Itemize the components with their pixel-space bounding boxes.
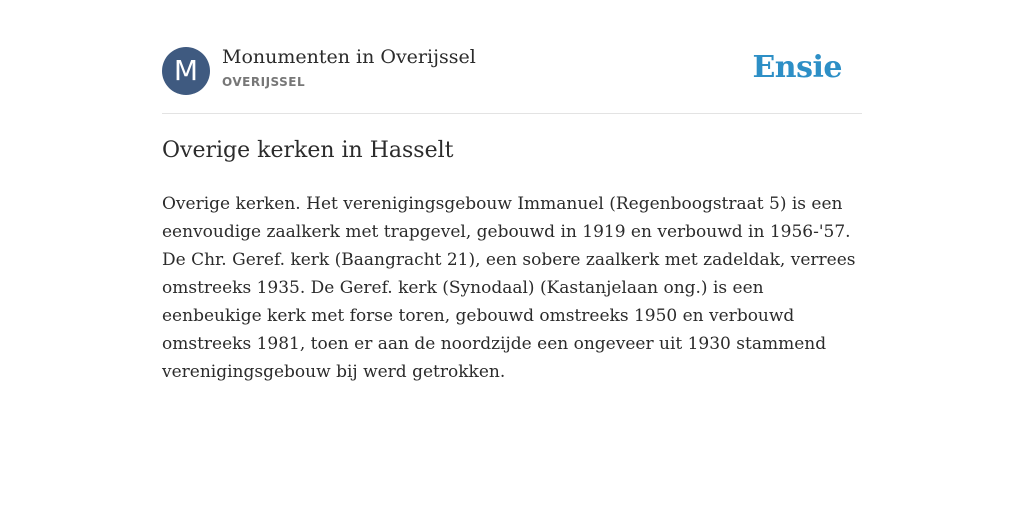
header xyxy=(162,0,862,114)
source-title[interactable]: Monumenten in Overijssel xyxy=(222,46,476,68)
avatar: M xyxy=(162,47,210,95)
page-content xyxy=(162,0,862,382)
article-body: Overige kerken. Het verenigingsgebouw Immanuel (Regenboogstraat 5) is een eenvoudige zaalkerk met trapgevel, gebouwd in 1919 en verbouwd in 1956-'57. De Chr. Geref. kerk (Baangracht 21), een sobere zaalkerk met zadeldak, verrees omstreeks 1935. De Geref. kerk (Synodaal) (Kastanjelaan ong.) is een eenbeukige kerk met forse toren, gebouwd omstreeks 1950 en verbouwd omstreeks 1981, toen er aan de noordzijde een ongeveer uit 1930 stammend verenigingsgebouw bij werd getrokken. xyxy=(162,194,856,382)
page-title: Overige kerken in Hasselt xyxy=(162,138,454,163)
source-subtitle: OVERIJSSEL xyxy=(222,75,306,89)
brand-logo[interactable]: Ensie xyxy=(752,50,842,85)
